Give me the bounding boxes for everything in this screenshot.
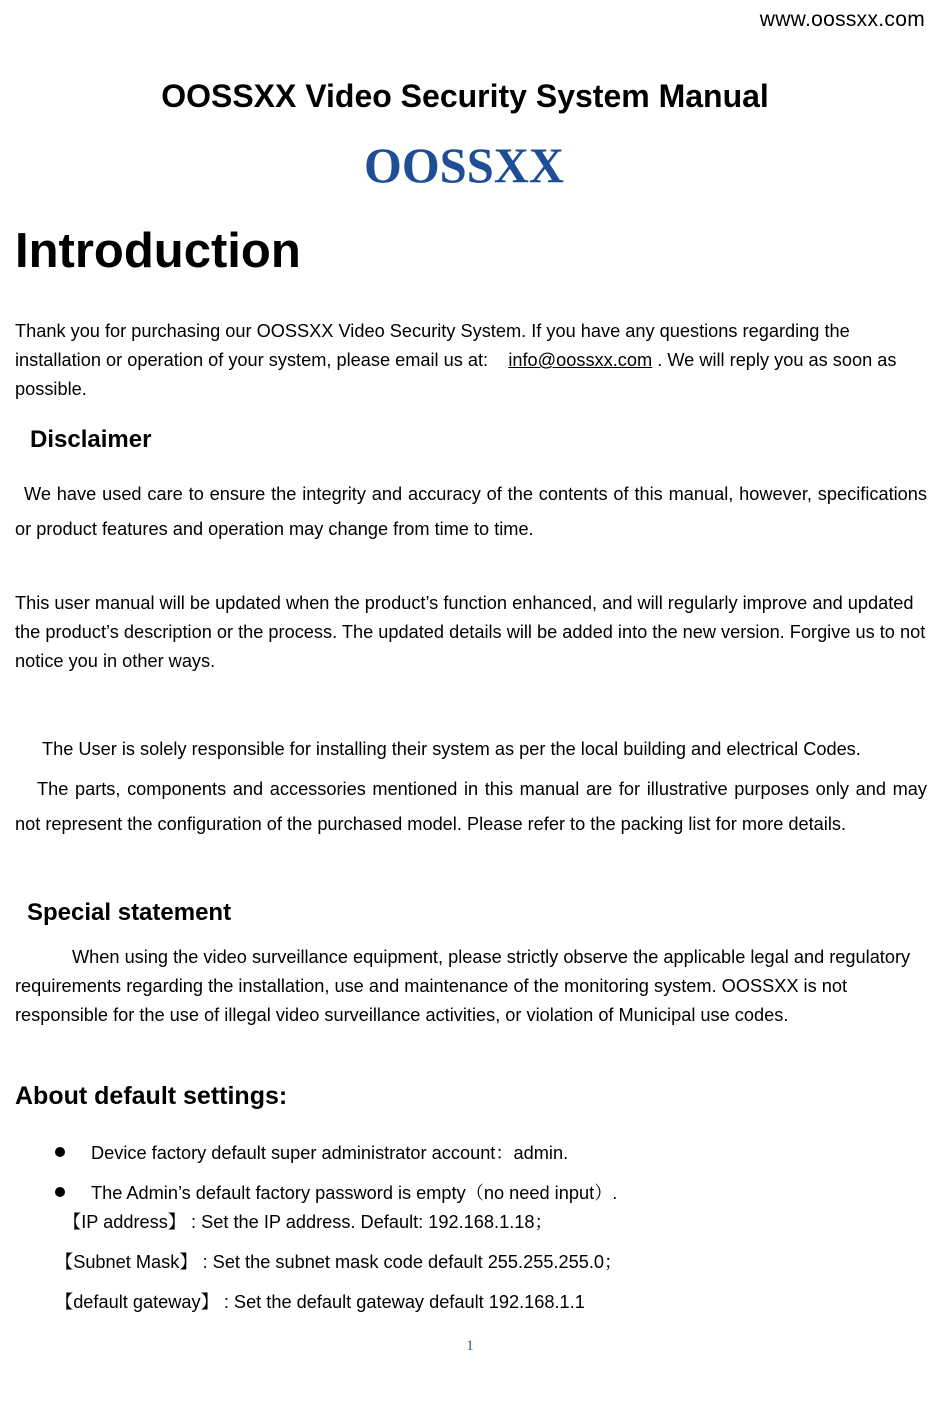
disclaimer-paragraph-2: This user manual will be updated when the product’s function enhanced, and will regularly improve and updated the product’s description or the process. The updated details will be added into the new version. Forgive us to not notice you in other ways. bbox=[15, 593, 926, 671]
intro-paragraph bbox=[15, 317, 927, 404]
bullet-dot-icon bbox=[55, 1147, 65, 1157]
ip-address-setting: 【IP address】 : Set the IP address. Default: 192.168.1.18； bbox=[63, 1212, 553, 1232]
disclaimer-paragraph-4: The parts, components and accessories mentioned in this manual are for illustrative purposes only and may not represent the configuration of the purchased model. Please refer to the packing list for more details. bbox=[15, 779, 927, 834]
subnet-mask-setting: 【Subnet Mask】 : Set the subnet mask code default 255.255.255.0； bbox=[55, 1252, 623, 1272]
disclaimer-paragraph-3: The User is solely responsible for installing their system as per the local building and electrical Codes. bbox=[42, 739, 861, 759]
disclaimer-paragraph-1: We have used care to ensure the integrity and accuracy of the contents of this manual, however, specifications or product features and operation may change from time to time. bbox=[15, 484, 927, 539]
intro-text-end: . We will reply you as soon as possible. bbox=[15, 350, 897, 399]
bullet-dot-icon bbox=[55, 1187, 65, 1197]
bullet-item bbox=[55, 1139, 568, 1168]
default-gateway-setting: 【default gateway】 : Set the default gateway default 192.168.1.1 bbox=[55, 1292, 585, 1312]
bullet-text: Device factory default super administrator account：admin. bbox=[91, 1143, 569, 1163]
intro-text: Thank you for purchasing our OOSSXX Video Security System. If you have any questions regarding the installation or operation of your system, please email us at: bbox=[15, 321, 850, 370]
page-number: 1 bbox=[466, 1338, 474, 1354]
disclaimer-heading: Disclaimer bbox=[30, 426, 152, 453]
special-statement-paragraph: When using the video surveillance equipment, please strictly observe the applicable legal and regulatory requirements regarding the installation, use and maintenance of the monitoring system. OOSSXX is not responsible for the use of illegal video surveillance activities, or violation of Municipal use codes. bbox=[15, 947, 911, 1025]
bullet-item bbox=[55, 1179, 617, 1208]
introduction-heading: Introduction bbox=[15, 224, 301, 278]
special-statement-heading: Special statement bbox=[27, 899, 232, 926]
oossxx-logo bbox=[363, 138, 565, 190]
email-link[interactable]: info@oossxx.com bbox=[508, 350, 653, 370]
document-title: OOSSXX Video Security System Manual bbox=[161, 78, 769, 114]
bullet-text: The Admin’s default factory password is empty（no need input）. bbox=[91, 1183, 618, 1203]
site-url[interactable]: www.oossxx.com bbox=[759, 8, 925, 31]
default-settings-heading: About default settings: bbox=[15, 1082, 288, 1110]
logo-wordmark: OOSSXX bbox=[364, 138, 564, 190]
